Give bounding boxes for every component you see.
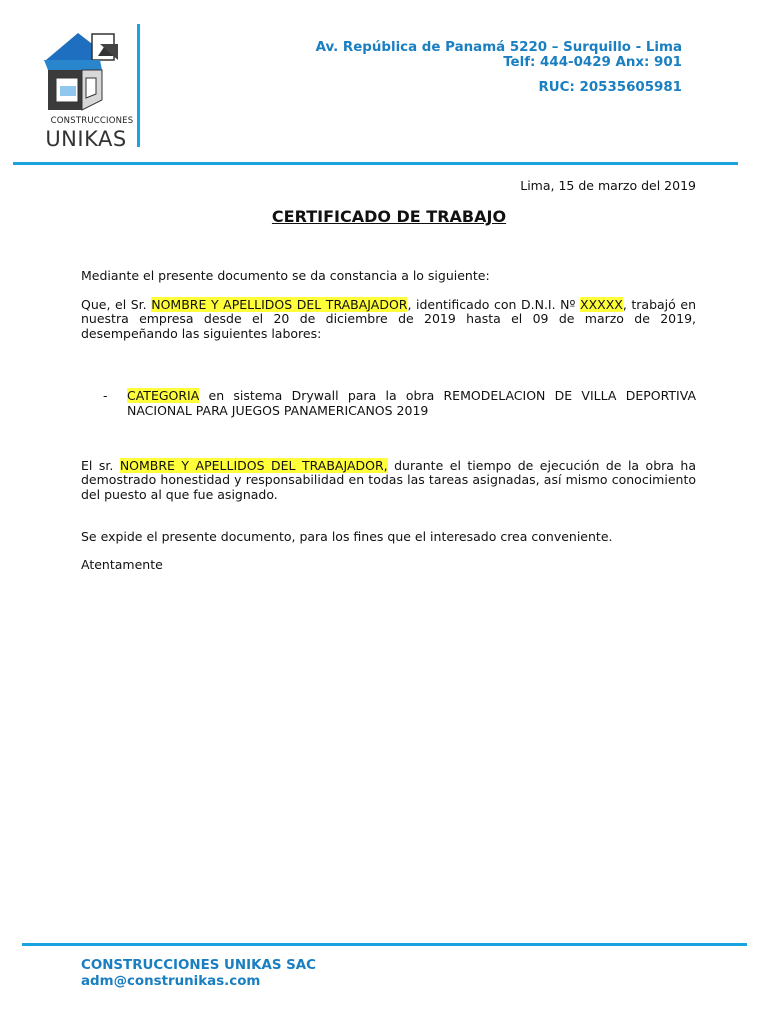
header-contact-block (262, 40, 682, 95)
closing-text: Atentamente (81, 556, 163, 572)
company-logo (36, 30, 132, 150)
footer-email[interactable]: adm@construnikas.com (81, 973, 261, 989)
company-address: Av. República de Panamá 5220 – Surquillo - Lima (315, 40, 682, 55)
employment-paragraph (81, 298, 696, 342)
company-phone: Telf: 444-0429 Anx: 901 (503, 55, 682, 70)
worker-name-placeholder: NOMBRE Y APELLIDOS DEL TRABAJADOR (151, 296, 408, 312)
logo-caption-small: CONSTRUCCIONES (50, 116, 134, 126)
footer-block (81, 958, 316, 989)
list-dash: - (103, 388, 108, 404)
header-divider (13, 162, 738, 165)
p2-pre: El sr. (81, 457, 120, 473)
logo-caption-big: UNIKAS (45, 127, 127, 151)
document-body (81, 269, 696, 573)
document-title: CERTIFICADO DE TRABAJO (271, 207, 507, 226)
p1-mid: , identificado con D.N.I. Nº (407, 296, 580, 312)
footer-company: CONSTRUCCIONES UNIKAS SAC (81, 958, 317, 973)
footer-divider (22, 943, 747, 946)
p1-post: , trabajó en nuestra empresa desde el 20 de diciembre de 2019 hasta el 09 de marzo de 2019, desempeñando las siguientes labores: (81, 296, 696, 341)
intro-paragraph: Mediante el presente documento se da constancia a lo siguiente: (81, 268, 490, 283)
category-placeholder: CATEGORIA (127, 388, 200, 404)
header-vertical-divider (137, 24, 140, 147)
labor-description: en sistema Drywall para la obra REMODELACION DE VILLA DEPORTIVA NACIONAL PARA JUEGOS PANAMERICANOS 2019 (127, 388, 696, 418)
dni-placeholder: XXXXX (580, 296, 623, 312)
conduct-paragraph (81, 459, 696, 503)
issuance-paragraph: Se expide el presente documento, para los fines que el interesado crea conveniente. (81, 529, 613, 545)
document-date: Lima, 15 de marzo del 2019 (520, 178, 696, 193)
p2-post: durante el tiempo de ejecución de la obra ha demostrado honestidad y responsabilidad en todas las tareas asignadas, así mismo conocimiento del puesto al que fue asignado. (81, 457, 696, 502)
company-ruc: RUC: 20535605981 (538, 80, 682, 95)
labor-list-item (81, 389, 696, 418)
house-logo-icon (42, 30, 132, 114)
worker-name-placeholder-2: NOMBRE Y APELLIDOS DEL TRABAJADOR, (119, 457, 388, 473)
p1-pre: Que, el Sr. (81, 296, 152, 312)
